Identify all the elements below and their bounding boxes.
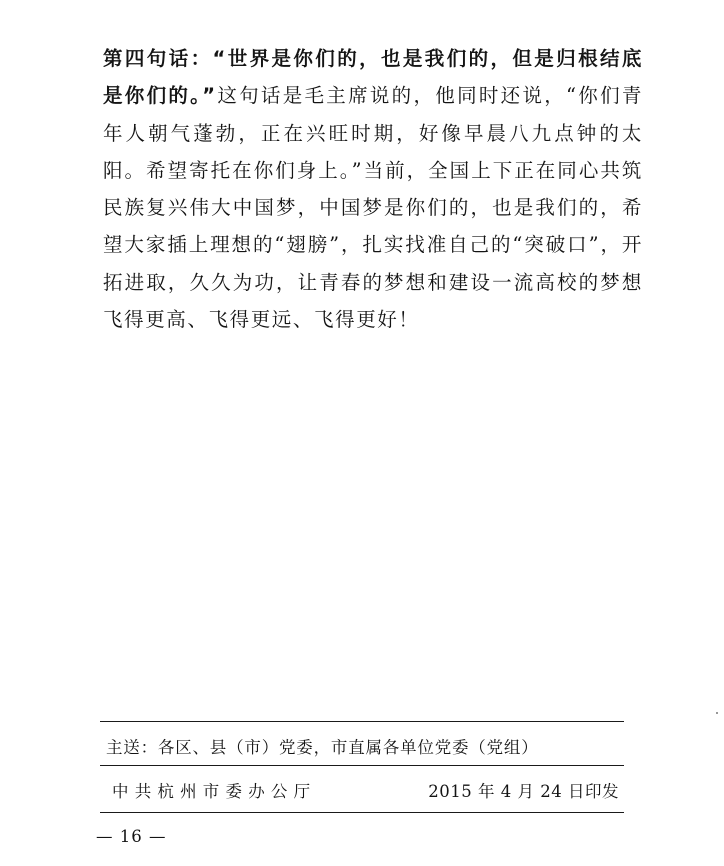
- scan-speck: [716, 712, 718, 714]
- body-paragraph: [103, 40, 643, 338]
- paragraph-body-text: 这句话是毛主席说的，他同时还说，“你们青年人朝气蓬勃，正在兴旺时期，好像早晨八九点钟的太阳。希望寄托在你们身上。”当前，全国上下正在同心共筑民族复兴伟大中国梦，中国梦是你们的，也是我们的，希望大家插上理想的“翅膀”，扎实找准自己的“突破口”，开拓进取，久久为功，让青春的梦想和建设一流高校的梦想飞得更高、飞得更远、飞得更好！: [103, 84, 643, 332]
- issue-date: 2015 年 4 月 24 日印发: [428, 782, 619, 801]
- footer-bottom-rule: [100, 812, 624, 813]
- footer-middle-rule: [100, 765, 624, 766]
- paragraph-bold-lead: 第四句话：“世界是你们的，也是我们的，但是归根结底是你们的。”: [103, 47, 643, 108]
- issuing-office: 中共杭州市委办公厅: [112, 782, 317, 801]
- cc-recipients-line: 主送：各区、县（市）党委，市直属各单位党委（党组）: [106, 738, 539, 757]
- footer-top-rule: [100, 721, 624, 722]
- page-number: — 16 —: [96, 827, 167, 846]
